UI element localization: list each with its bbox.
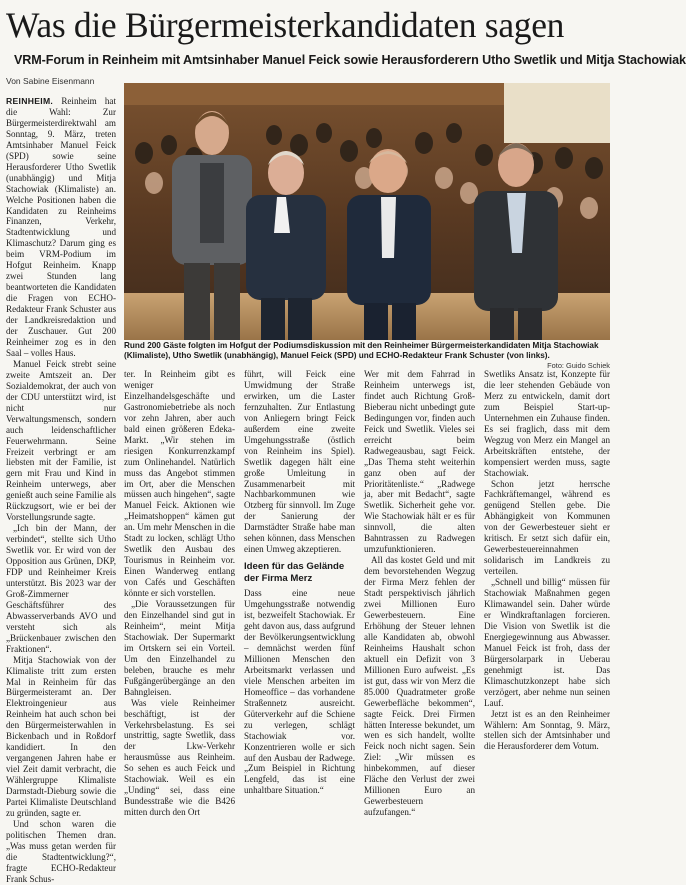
paragraph: Jetzt ist es an den Reinheimer Wählern: Am Sonntag, 9. März, stellen sich der Amtsinhaber und die Herausforderer dem Votum.	[484, 708, 610, 752]
photo-illustration	[124, 83, 610, 340]
article-column-3	[244, 369, 355, 796]
headline: Was die Bürgermeisterkandidaten sagen	[6, 5, 565, 45]
paragraph: Schon jetzt herrsche Fachkräftemangel, während es genügend Stellen gebe. Die Abhängigkeit von Kommunen von der Gewerbesteuer sieht er kritisch. Er setzt sich dafür ein, Gewerbesteuereinnahmen solidarisch im Landkreis zu verteilen.	[484, 478, 610, 577]
photo-caption: Rund 200 Gäste folgten im Hofgut der Podiumsdiskussion mit den Reinheimer Bürgermeisterkandidaten Mitja Stachowiak (Klimaliste), Utho Swetlik (unabhängig), Manuel Feick (SPD) und ECHO-Redakteur Frank Schuster (von links).	[124, 341, 599, 361]
paragraph: „Die Voraussetzungen für den Einzelhandel sind gut in Reinheim“, meint Mitja Stachowiak. Der Supermarkt im Ortskern sei ein Vorteil. Um den Einzelhandel zu beleben, brauche es mehr Fußgängerübergänge an den Bahngleisen.	[124, 599, 235, 697]
paragraph: Und schon waren die politischen Themen dran. „Was muss getan werden für die Stadtentwicklung?“, fragte ECHO-Redakteur Frank Schus-	[6, 818, 116, 884]
paragraph: „Schnell und billig“ müssen für Stachowiak Maßnahmen gegen Klimawandel sein. Daher würde er Windkraftanlagen forcieren. Die Vision von Swetlik ist die Energiegewinnung aus Abwasser. Manuel Feick ist froh, dass der Bürgersolarpark in Ueberau genehmigt ist. Das Klimaschutzkonzept habe sich verzögert, aber nehme nun seinen Lauf.	[484, 577, 610, 708]
paragraph: „Ich bin der Mann, der verbindet“, stellte sich Utho Swetlik vor. Er wird von der Opposition aus Grünen, DKP, FDP und Reinheimer Kreis unterstützt. Bis 2023 war der Groß-Zimmerner Geschäftsführer des Abwasserverbands AVO und versteht sich als „Brückenbauer zwischen den Fraktionen“.	[6, 523, 116, 654]
paragraph: Wer mit dem Fahrrad in Reinheim unterwegs ist, findet auch Richtung Groß-Bieberau nicht unbedingt gute Bedingungen vor, finden auch Feick und Swetlik. Vieles sei erreicht beim Radwegeausbau, sagt Feick. „Das Thema steht weiterhin ganz oben auf der Prioritätenliste.“ „Radwege ja, aber mit Bedacht“, sagte Swetlik. Sicherheit gehe vor. Wie Stachowiak hält er es für sinnvoll, die alten Bahntrassen zu Radwegen umzufunktionieren.	[364, 369, 475, 555]
paragraph: Mitja Stachowiak von der Klimaliste tritt zum ersten Mal in Reinheim für das Bürgermeisteramt an. Der Elektroingenieur aus Reinheim hat auch schon bei den Bürgermeisterwahlen in Bickenbach und in Roßdorf kandidiert. In den vergangenen Jahren habe er viel Zeit damit verbracht, die Wählergruppe Klimaliste Darmstadt-Dieburg sowie die Partei Klimaliste Deutschland zu gründen, sagte er.	[6, 654, 116, 818]
section-subheading: Ideen für das Gelände der Firma Merz	[244, 561, 345, 584]
paragraph: Manuel Feick strebt seine zweite Amtszeit an. Der Sozialdemokrat, der auch von der CDU unterstützt wird, ist nicht nur Verwaltungsmensch, sondern auch leidenschaftlicher Feuerwehrmann. Seine Freizeit verbringt er am liebsten mit der Familie, ist gern mit Frau und Kind in Reinheim unterwegs, aber genießt auch seine Familie als Rückzugsort, wie er bei der Vorstellungsrunde sagte.	[6, 358, 116, 523]
paragraph	[6, 96, 116, 359]
subheadline: VRM-Forum in Reinheim mit Amtsinhaber Manuel Feick sowie Herausforderern Utho Swetlik und Mitja Stachowiak	[14, 53, 686, 67]
article-column-1	[6, 96, 116, 884]
paragraph-text: Reinheim hat die Wahl: Zur Bürgermeisterdirektwahl am Sonntag, 9. März, treten Amtsinhaber Manuel Feick (SPD) sowie seine Herausforderer Utho Swetlik (unabhängig) und Mitja Stachowiak (Klimaliste) an. Welche Positionen haben die Kandidaten zu Reinheims Finanzen, Verkehr, Stadtentwicklung und Klimaschutz? Darum ging es beim VRM-Podium im Hofgut Reinheim. Knapp zwei Stunden lang beantworteten die Kandidaten die Fragen von ECHO-Redakteur Frank Schuster aus der Landkreisredaktion und der Zuschauer. Gut 200 Reinheimer zog es in den Saal – volles Haus.	[6, 96, 116, 358]
paragraph: All das kostet Geld und mit dem bevorstehenden Wegzug der Firma Merz fehlen der Stadt perspektivisch jährlich zwei Millionen Euro Gewerbesteuern. Eine Erhöhung der Steuer lehnen alle Kandidaten ab, obwohl Reinheims Haushalt schon aktuell ein Defizit von 3 Millionen Euro aufweist. „Es ist gut, dass wir von Merz die 85.000 Quadratmeter große Gewerbefläche bekommen“, sagte Feick. Drei Firmen hätten Interesse bekundet, um wen es sich handelt, wollte Feick noch nicht sagen. Sein Ziel: „Wir müssen es hinbekommen, auf dieser Fläche den Verlust der zwei Millionen Euro an Gewerbesteuern aufzufangen.“	[364, 555, 475, 818]
paragraph: Dass eine neue Umgehungsstraße notwendig ist, bezweifelt Stachowiak. Er geht davon aus, dass aufgrund der Bevölkerungsentwicklung – demnächst werden fünf Millionen Menschen den Arbeitsmarkt verlassen und viele Menschen arbeiten im Homeoffice – das vorhandene Straßennetz ausreicht. Güterverkehr auf die Schiene zu verlegen, schlägt Stachowiak vor. Konzentrieren wolle er sich auf den Ausbau der Radwege. „Zum Beispiel in Richtung Lengfeld, das ist eine unhaltbare Situation.“	[244, 588, 355, 796]
article-column-4	[364, 369, 475, 818]
dateline: REINHEIM.	[6, 96, 54, 106]
paragraph: Swetliks Ansatz ist, Konzepte für die leer stehenden Gebäude von Merz zu entwickeln, damit dort zum Beispiel Start-up-Unternehmen ein Zuhause finden. Es sei fraglich, dass mit dem Wegzug von Merz ein Mangel an Arbeitskräften entstehe, der kompensiert werden muss, sagte Stachowiak.	[484, 369, 610, 478]
article-column-5	[484, 369, 610, 752]
article-column-2	[124, 369, 235, 818]
photo-credit: Foto: Guido Schiek	[547, 361, 610, 370]
byline: Von Sabine Eisenmann	[6, 76, 95, 86]
paragraph: ter. In Reinheim gibt es weniger Einzelhandelsgeschäfte und Gastronomiebetriebe als noch vor zehn Jahren, aber auch bald einen größeren Edeka-Markt. „Wir stehen im riesigen Konkurrenzkampf zum Onlinehandel. Natürlich muss das Angebot stimmen im Ort, aber die Menschen müssen auch hingehen“, sagte Manuel Feick. Aktionen wie „Heimatshoppen“ kämen gut an. Um mehr Menschen in die Stadt zu locken, schlägt Utho Swetlik den Ausbau des Tourismus in Reinheim vor. Einen Wanderweg entlang von Cafés und Geschäften könnte er sich vorstellen.	[124, 369, 235, 599]
article-photo	[124, 83, 610, 340]
paragraph: Was viele Reinheimer beschäftigt, ist der Verkehrsbelastung. Es sei unstrittig, sagte Swetlik, dass der Lkw-Verkehr herausmüsse aus Reinheim. So sehen es auch Feick und Stachowiak. Weil es ein „Unding“ sei, dass eine Bundesstraße wie die B426 mitten durch den Ort	[124, 697, 235, 818]
paragraph: führt, will Feick eine Umwidmung der Straße erwirken, um die Laster fernzuhalten. Zur Entlastung von Anliegern bringt Feick außerdem eine zweite Umgehungsstraße (östlich von Reinheim ins Spiel). Swetlik dagegen hält eine große Umleitung in Zusammenarbeit mit Nachbarkommunen wie Otzberg für sinnvoll. Im Zuge der Sanierung der Darmstädter Straße habe man sehen können, dass Menschen einen Umweg akzeptieren.	[244, 369, 355, 555]
